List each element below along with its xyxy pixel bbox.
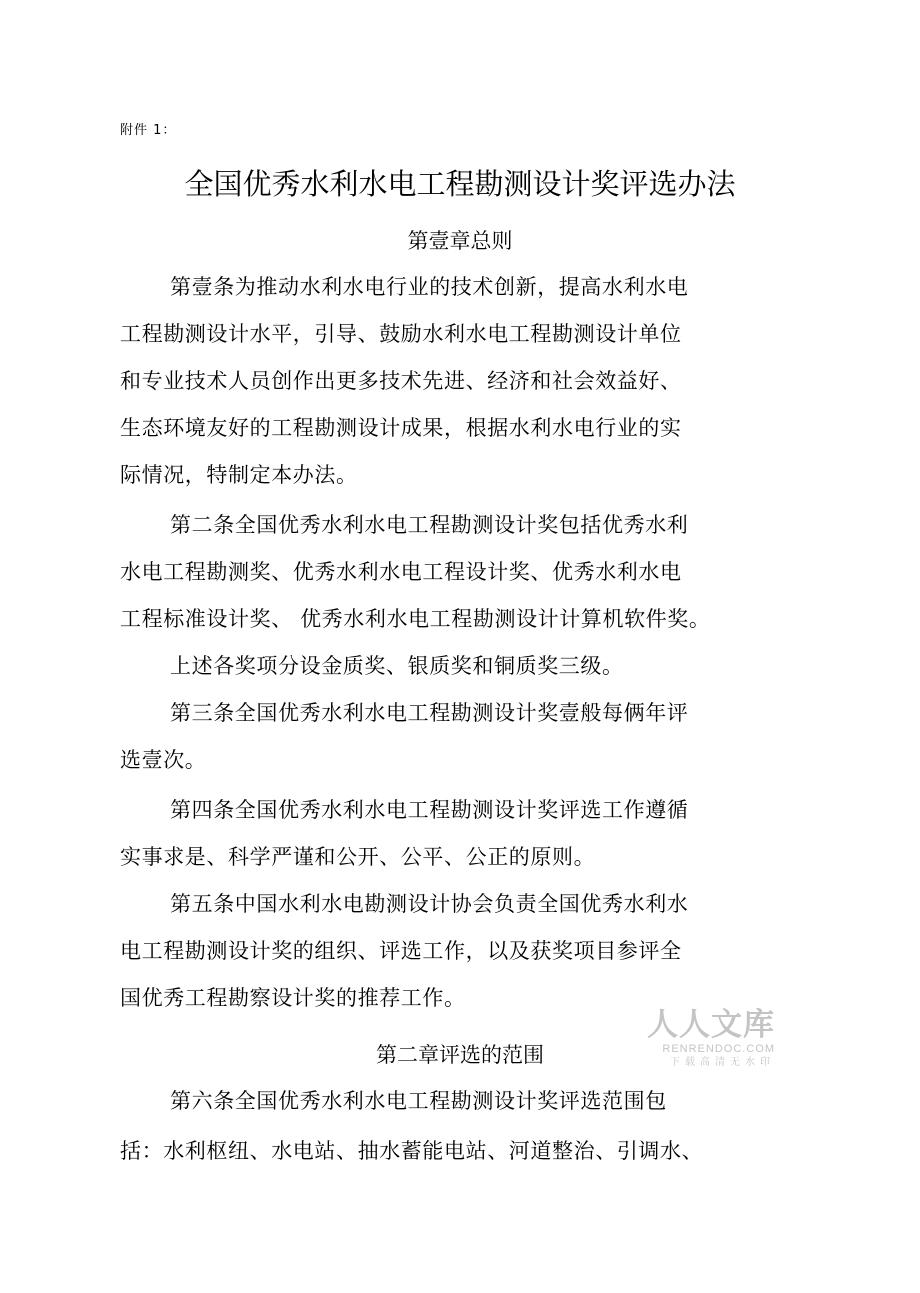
- chapter-heading-2: 第二章评选的范围: [376, 1043, 544, 1067]
- paragraph-line: 第六条全国优秀水利水电工程勘测设计奖评选范围包: [170, 1089, 667, 1113]
- watermark-tagline: 下载高清无水印: [670, 1057, 775, 1068]
- document-title: 全国优秀水利水电工程勘测设计奖评选办法: [184, 167, 736, 201]
- paragraph-line: 实事求是、科学严谨和公开、公平、公正的原则。: [120, 845, 596, 869]
- paragraph-line: 电工程勘测设计奖的组织、评选工作，以及获奖项目参评全: [120, 939, 682, 963]
- paragraph-line: 和专业技术人员创作出更多技术先进、经济和社会效益好、: [120, 369, 682, 393]
- paragraph-line: 第二条全国优秀水利水电工程勘测设计奖包括优秀水利: [170, 513, 689, 537]
- watermark: [640, 1008, 775, 1069]
- paragraph-line: 工程勘测设计水平，引导、鼓励水利水电工程勘测设计单位: [120, 322, 682, 346]
- paragraph-line: 工程标准设计奖、 优秀水利水电工程勘测设计计算机软件奖。: [120, 607, 711, 631]
- watermark-brand: 人人文库: [647, 1007, 775, 1043]
- paragraph-line: 第五条中国水利水电勘测设计协会负责全国优秀水利水: [170, 892, 689, 916]
- paragraph-line: 生态环境友好的工程勘测设计成果，根据水利水电行业的实: [120, 416, 682, 440]
- paragraph-line: 第四条全国优秀水利水电工程勘测设计奖评选工作遵循: [170, 798, 689, 822]
- paragraph-line: 国优秀工程勘察设计奖的推荐工作。: [120, 986, 466, 1010]
- paragraph-line: 际情况，特制定本办法。: [120, 463, 358, 487]
- paragraph-line: 括：水利枢纽、水电站、抽水蓄能电站、河道整治、引调水、: [120, 1139, 704, 1163]
- paragraph-line: 上述各奖项分设金质奖、银质奖和铜质奖三级。: [170, 654, 624, 678]
- paragraph-line: 选壹次。: [120, 748, 207, 772]
- paragraph-line: 第三条全国优秀水利水电工程勘测设计奖壹般每俩年评: [170, 701, 689, 725]
- paragraph-line: 第壹条为推动水利水电行业的技术创新，提高水利水电: [170, 275, 689, 299]
- attachment-label: 附件 1：: [120, 123, 177, 138]
- chapter-heading-1: 第壹章总则: [407, 229, 513, 253]
- watermark-url: RENRENDOC.COM: [662, 1043, 775, 1055]
- paragraph-line: 水电工程勘测奖、优秀水利水电工程设计奖、优秀水利水电: [120, 560, 682, 584]
